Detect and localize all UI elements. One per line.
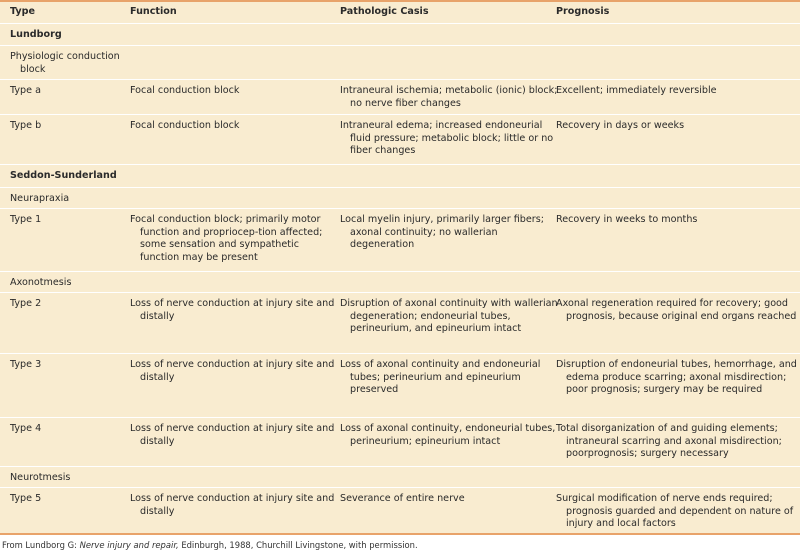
cell-type: Axonotmesis [10, 277, 72, 288]
cell-prognosis: Surgical modification of nerve ends required; prognosis guarded and dependent on nature of injury and local factors [556, 493, 794, 530]
section-row [0, 165, 800, 188]
cell-function: Loss of nerve conduction at injury site and distally [130, 298, 335, 322]
cell-type: Type a [10, 85, 41, 96]
table-row [0, 115, 800, 165]
cell-type: Type 3 [10, 359, 42, 370]
cell-type: Type b [10, 120, 42, 131]
table-row [0, 354, 800, 418]
cell-prognosis: Recovery in days or weeks [556, 120, 685, 131]
table-row [0, 209, 800, 272]
cell-function: Loss of nerve conduction at injury site and distally [130, 493, 335, 517]
cell-pathologic-basis: Loss of axonal continuity and endoneurial tubes; perineurium and epineurium preserved [340, 359, 541, 396]
cell-pathologic-basis: Severance of entire nerve [340, 493, 465, 504]
cell-prognosis: Excellent; immediately reversible [556, 85, 717, 96]
cell-function: Focal conduction block [130, 120, 240, 131]
cell-type: Type 5 [10, 493, 42, 504]
cell-prognosis: Recovery in weeks to months [556, 214, 698, 225]
cell-prognosis: Disruption of endoneurial tubes, hemorrhage, and edema produce scarring; axonal misdirection; poor prognosis; surgery may be required [556, 359, 797, 396]
footnote-prefix: From Lundborg G: [2, 540, 80, 550]
footnote-suffix: Edinburgh, 1988, Churchill Livingstone, with permission. [178, 540, 418, 550]
cell-pathologic-basis: Disruption of axonal continuity with wallerian degeneration; endoneurial tubes, perineurium, and epineurium intact [340, 298, 558, 335]
cell-pathologic-basis: Local myelin injury, primarily larger fibers; axonal continuity; no wallerian degeneration [340, 214, 544, 251]
subsection-row [0, 188, 800, 209]
header-row [0, 2, 800, 24]
cell-type: Physiologic conduction block [10, 51, 120, 75]
cell-function: Loss of nerve conduction at injury site and distally [130, 423, 335, 447]
subsection-row [0, 46, 800, 80]
cell-prognosis: Axonal regeneration required for recovery; good prognosis, because original end organs reached [556, 298, 797, 322]
header-function: Function [130, 6, 177, 17]
table-row [0, 80, 800, 115]
cell-type: Type 4 [10, 423, 42, 434]
table-row [0, 418, 800, 467]
table-row [0, 293, 800, 354]
cell-type: Neurapraxia [10, 193, 70, 204]
cell-function: Focal conduction block; primarily motor function and propriocep-tion affected; some sensation and sympathetic function may be present [130, 214, 323, 263]
subsection-row [0, 467, 800, 488]
cell-function: Loss of nerve conduction at injury site and distally [130, 359, 335, 383]
header-prognosis: Prognosis [556, 6, 610, 17]
cell-pathologic-basis: Loss of axonal continuity, endoneurial tubes, perineurium; epineurium intact [340, 423, 556, 447]
cell-type: Neurotmesis [10, 472, 71, 483]
subsection-row [0, 272, 800, 293]
section-row [0, 24, 800, 46]
table-row [0, 488, 800, 535]
cell-pathologic-basis: Intraneural ischemia; metabolic (ionic) block; no nerve fiber changes [340, 85, 558, 109]
cell-pathologic-basis: Intraneural edema; increased endoneurial fluid pressure; metabolic block; little or no fiber changes [340, 120, 554, 157]
cell-type: Seddon-Sunderland [10, 170, 117, 181]
cell-type: Type 2 [10, 298, 42, 309]
cell-type: Lundborg [10, 29, 62, 40]
header-pathologic-basis: Pathologic Casis [340, 6, 429, 17]
footnote [2, 540, 418, 550]
cell-type: Type 1 [10, 214, 42, 225]
cell-prognosis: Total disorganization of and guiding elements; intraneural scarring and axonal misdirection; poorprognosis; surgery necessary [556, 423, 782, 460]
footnote-title: Nerve injury and repair, [79, 540, 179, 550]
header-type: Type [10, 6, 36, 17]
cell-function: Focal conduction block [130, 85, 240, 96]
